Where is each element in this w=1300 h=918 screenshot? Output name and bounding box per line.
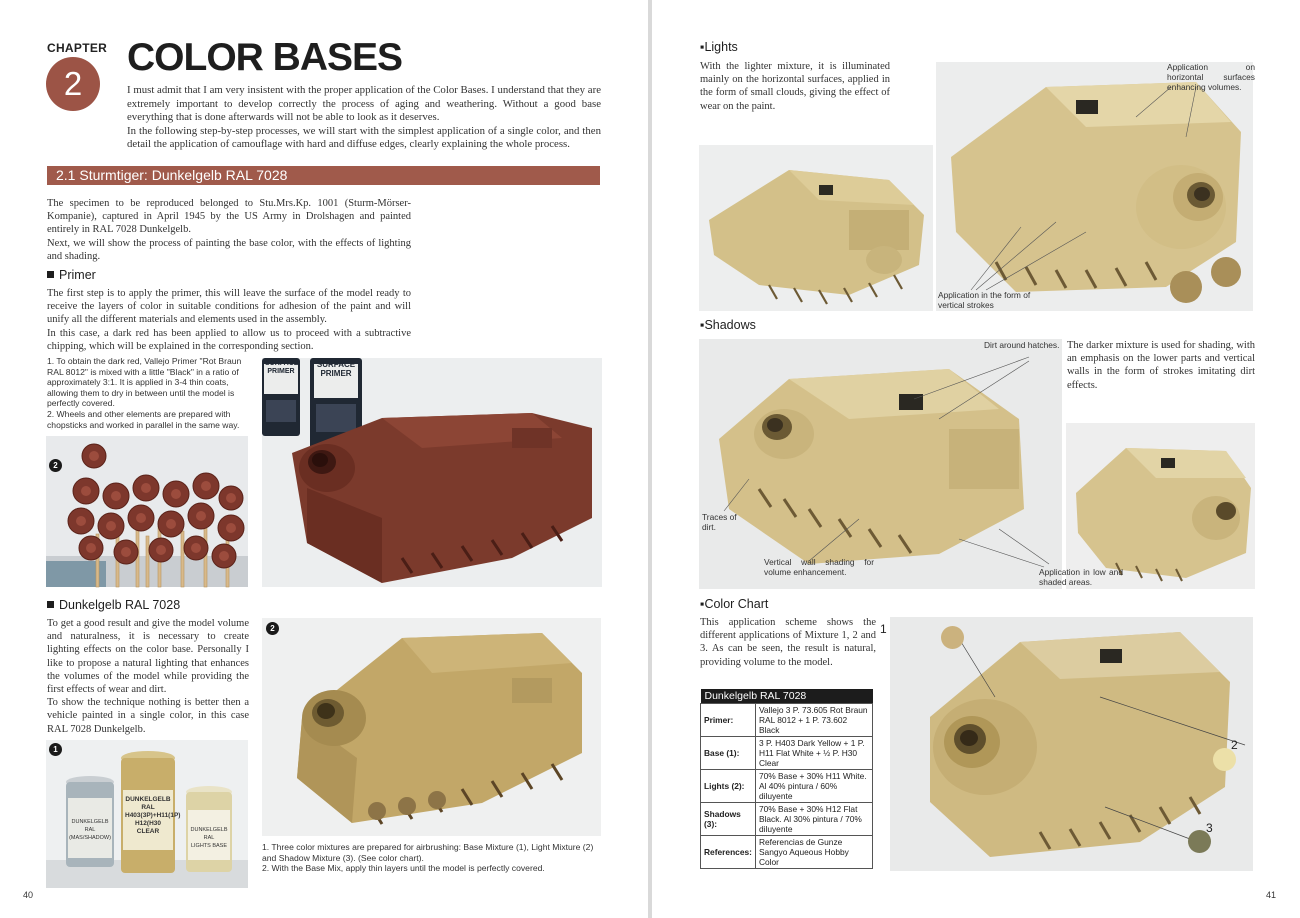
row-label: References: <box>701 836 756 869</box>
section-paragraph: The specimen to be reproduced belonged to Stu.Mrs.Kp. 1001 (Sturm-Mörser-Kompanie), captured in April 1945 by the US Army in Drolshagen and painted entirely in RAL 7028 Dunkelgelb. <box>47 198 411 236</box>
primer-bottle-label: SURFACE PRIMER <box>265 360 299 375</box>
shadows-large-photo <box>699 339 1062 589</box>
bullet-square <box>47 271 54 278</box>
shadows-text: The darker mixture is used for shading, with an emphasis on the lower parts and vertical walls in the form of strokes imitating dirt effects. <box>1067 340 1255 391</box>
caption: 2. Wheels and other elements are prepared with chopsticks and worked in parallel in the same way. <box>47 408 240 430</box>
jar-label <box>125 796 181 836</box>
dunkelgelb-heading-label: Dunkelgelb RAL 7028 <box>59 598 181 612</box>
callout-dirt-hatches: Dirt around hatches. <box>984 340 1060 350</box>
primer-paragraph: In this case, a dark red has been applied to allow us to proceed with a subtractive chipping, which will be explained in the corresponding section. <box>47 327 411 352</box>
swatch-3-number: 3 <box>1206 821 1213 835</box>
section-intro <box>47 197 411 263</box>
shadows-heading <box>700 318 756 332</box>
primer-heading <box>47 268 96 282</box>
caption: 1. To obtain the dark red, Vallejo Primer "Rot Braun RAL 8012" is mixed with a little "Black" in a ratio of approximately 3:1. It is applied in 3-4 thin coats, allowing them to dry in between until the model is perfectly covered. <box>47 356 242 409</box>
color-chart-heading-label: Color Chart <box>704 597 769 611</box>
caption: 2. With the Base Mix, apply thin layers until the model is perfectly covered. <box>262 863 545 874</box>
jar-label-line: DUNKELGELB RAL <box>125 796 171 811</box>
primer-text <box>47 287 411 353</box>
swatch-1-number: 1 <box>880 622 887 636</box>
bullet-square <box>47 601 54 608</box>
wheels-photo <box>46 436 248 587</box>
lights-text: With the lighter mixture, it is illuminated mainly on the horizontal surfaces, applied in the form of small clouds, giving the effect of wear on the paint. <box>700 61 890 112</box>
photo-badge: 2 <box>49 459 62 472</box>
section-title-bar: 2.1 Sturmtiger: Dunkelgelb RAL 7028 <box>47 166 600 185</box>
table-row <box>701 836 873 869</box>
row-label: Base (1): <box>701 737 756 770</box>
jar-label <box>69 818 111 842</box>
page-title: COLOR BASES <box>127 36 403 79</box>
callout-low-areas: Application in low and shaded areas. <box>1039 567 1123 587</box>
dunkelgelb-paragraph: To show the technique nothing is better then a vehicle painted in a single color, in this case RAL 7028 Dunkelgelb. <box>47 697 249 735</box>
lights-heading-label: Lights <box>704 40 738 54</box>
dunkelgelb-captions <box>262 842 602 874</box>
basecoat-tank-photo <box>262 618 601 836</box>
page-number: 41 <box>1266 890 1277 900</box>
dunkelgelb-paragraph: To get a good result and give the model volume and naturalness, it is necessary to create lighting effects on the color base. Personally I like to propose a natural lighting that enhances the volumes of the model while providing the first effects of wear and dirt. <box>47 618 249 696</box>
dunkelgelb-text <box>47 617 249 736</box>
chapter-number-badge: 2 <box>46 57 100 111</box>
swatch-1 <box>941 626 964 649</box>
row-label: Shadows (3): <box>701 803 756 836</box>
jar-label-line: DUNKELGELB RAL <box>190 827 228 841</box>
callout-vertical-strokes: Application in the form of vertical strokes <box>938 290 1031 310</box>
row-value: Vallejo 3 P. 73.605 Rot Braun RAL 8012 + 1 P. 73.602 Black <box>755 704 872 737</box>
dunkelgelb-heading <box>47 598 180 612</box>
color-chart-photo <box>880 617 1253 871</box>
jar-label-line: LIGHTS BASE <box>190 843 228 849</box>
primer-bottle-label: SURFACE PRIMER <box>316 360 356 378</box>
lights-heading <box>700 40 738 54</box>
section-paragraph: Next, we will show the process of painting the base color, with the effects of lighting and shading. <box>47 237 411 262</box>
paint-jars-photo <box>46 740 248 888</box>
table-row <box>701 704 873 737</box>
row-label: Lights (2): <box>701 770 756 803</box>
jar-label-line: H403(3P)+H11(1P) <box>125 812 181 819</box>
callout-vertical-shading: Vertical wall shading for volume enhancement. <box>764 557 874 577</box>
primer-heading-label: Primer <box>59 268 96 282</box>
bullet: ▪ <box>700 597 705 611</box>
intro-paragraph: I must admit that I am very insistent with the proper application of the Color Bases. I understand that they are extremely important to develop correctly the process of aging and weathering. Without a good base everything that is done afterwards will not be able to look as it deserves. <box>127 84 601 124</box>
jar-label <box>189 826 229 850</box>
intro-paragraph: In the following step-by-step processes, we will start with the simplest application of a single color, and then detail the application of camouflage with hard and diffuse edges, clearly explaining the whole process. <box>127 124 601 151</box>
primer-paragraph: The first step is to apply the primer, this will leave the surface of the model ready to receive the layers of color in suitable conditions for adhesion of the paint and will unify all the different materials and elements used in the assembly. <box>47 288 411 326</box>
row-value: Referencias de Gunze Sangyo Aqueous Hobby Color <box>755 836 872 869</box>
bullet: ▪ <box>700 318 705 332</box>
jar-label-line: H12(H30 CLEAR <box>134 820 161 835</box>
shadows-heading-label: Shadows <box>704 318 756 332</box>
callout-traces-dirt: Traces of dirt. <box>702 512 737 532</box>
swatch-2-number: 2 <box>1231 738 1238 752</box>
row-value: 3 P. H403 Dark Yellow + 1 P. H11 Flat White + ½ P. H30 Clear <box>755 737 872 770</box>
color-chart-text: This application scheme shows the different applications of Mixture 1, 2 and 3. As can be seen, the result is natural, providing volume to the model. <box>700 617 876 668</box>
color-chart-heading <box>700 597 768 611</box>
table-row <box>701 737 873 770</box>
primer-tank-photo <box>262 358 602 587</box>
bullet: ▪ <box>700 40 705 54</box>
right-page <box>652 0 1300 918</box>
lights-small-photo <box>699 145 933 311</box>
intro-text <box>127 84 601 152</box>
jar-label-line: DUNKELGELB RAL <box>71 819 109 833</box>
caption: 1. Three color mixtures are prepared for airbrushing: Base Mixture (1), Light Mixture (2) and Shadow Mixture (3). (See color chart). <box>262 842 594 863</box>
chapter-label: CHAPTER <box>47 41 108 55</box>
table-row <box>701 770 873 803</box>
row-value: 70% Base + 30% H12 Flat Black. Al 30% pintura / 70% diluyente <box>755 803 872 836</box>
lights-large-photo <box>936 62 1253 311</box>
row-value: 70% Base + 30% H11 White. Al 40% pintura / 60% diluyente <box>755 770 872 803</box>
photo-badge: 2 <box>266 622 279 635</box>
row-label: Primer: <box>701 704 756 737</box>
table-row <box>701 803 873 836</box>
mixture-table <box>700 689 873 869</box>
mixture-table-title: Dunkelgelb RAL 7028 <box>701 689 873 704</box>
shadows-small-photo <box>1039 423 1255 589</box>
primer-captions <box>47 356 251 430</box>
left-page <box>0 0 648 918</box>
callout-horizontal-surfaces: Application on horizontal surfaces enhancing volumes. <box>1167 62 1255 92</box>
photo-badge: 1 <box>49 743 62 756</box>
page-number: 40 <box>23 890 34 900</box>
jar-label-line: (MAS/SHADOW) <box>69 835 111 841</box>
